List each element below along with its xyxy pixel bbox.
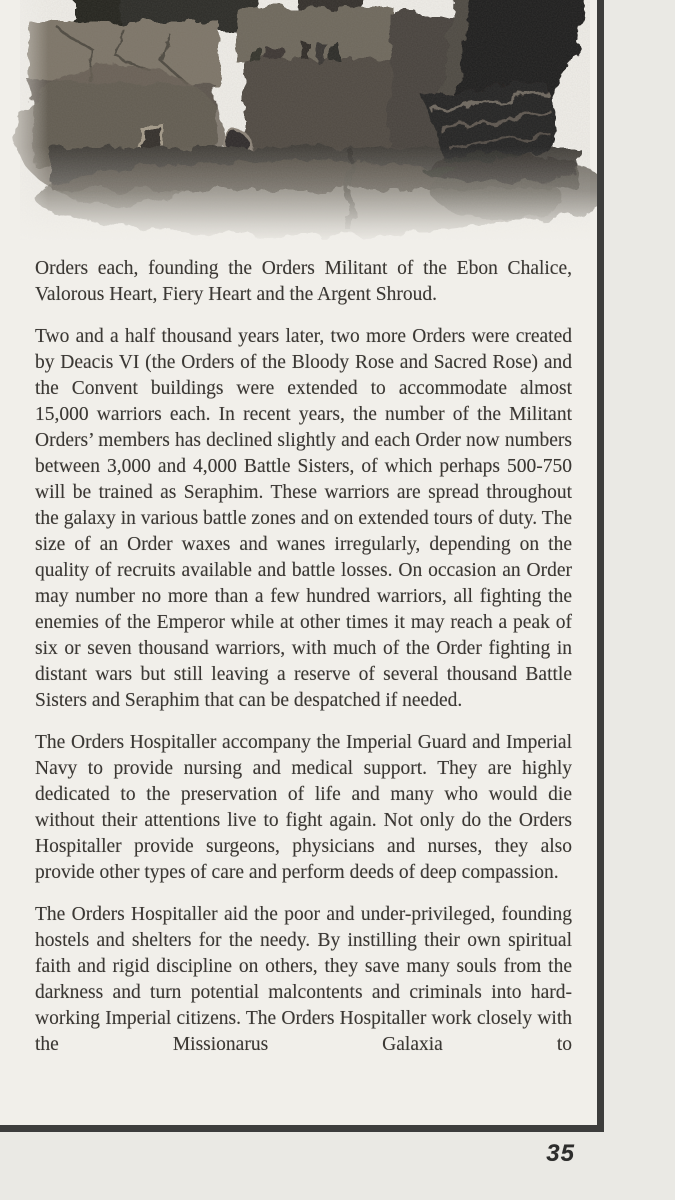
body-paragraph: Orders each, founding the Orders Militant of the Ebon Chalice, Valorous Heart, Fiery Heart and the Argent Shroud. [35, 258, 572, 305]
page-frame-right-rule [597, 0, 604, 1132]
body-paragraph: The Orders Hospitaller accompany the Imperial Guard and Imperial Navy to provide nursing and medical support. They are highly dedicated to the preservation of life and many who would die without their attentions live to fight again. Not only do the Orders Hospitaller provide surgeons, physicians and nurses, they also provide other types of care and perform deeds of deep compassion. [35, 732, 572, 883]
body-paragraph: The Orders Hospitaller aid the poor and under-privileged, founding hostels and shelters for the needy. By instilling their own spiritual faith and rigid discipline on others, they save many souls from the darkness and turn potential malcontents and criminals into hard-working Imperial citizens. The Orders Hospitaller work closely with the Missionarus Galaxia to [35, 904, 572, 1055]
ruins-statue-illustration [0, 0, 600, 245]
page-number: 35 [546, 1140, 575, 1167]
page-frame-bottom-rule [0, 1125, 604, 1132]
body-paragraph: Two and a half thousand years later, two more Orders were created by Deacis VI (the Orders of the Bloody Rose and Sacred Rose) and the Convent buildings were extended to accommodate almost 15,000 warriors each. In recent years, the number of the Militant Orders’ members has declined slightly and each Order now numbers between 3,000 and 4,000 Battle Sisters, of which perhaps 500-750 will be trained as Seraphim. These warriors are spread throughout the galaxy in various battle zones and on extended tours of duty. The size of an Order waxes and wanes irregularly, depending on the quality of recruits available and battle losses. On occasion an Order may number no more than a few hundred warriors, all fighting the enemies of the Emperor while at other times it may reach a peak of six or seven thousand warriors, with much of the Order fighting in distant wars but still leaving a reserve of several thousand Battle Sisters and Seraphim that can be despatched if needed. [35, 326, 572, 711]
body-text-column [35, 256, 572, 1074]
